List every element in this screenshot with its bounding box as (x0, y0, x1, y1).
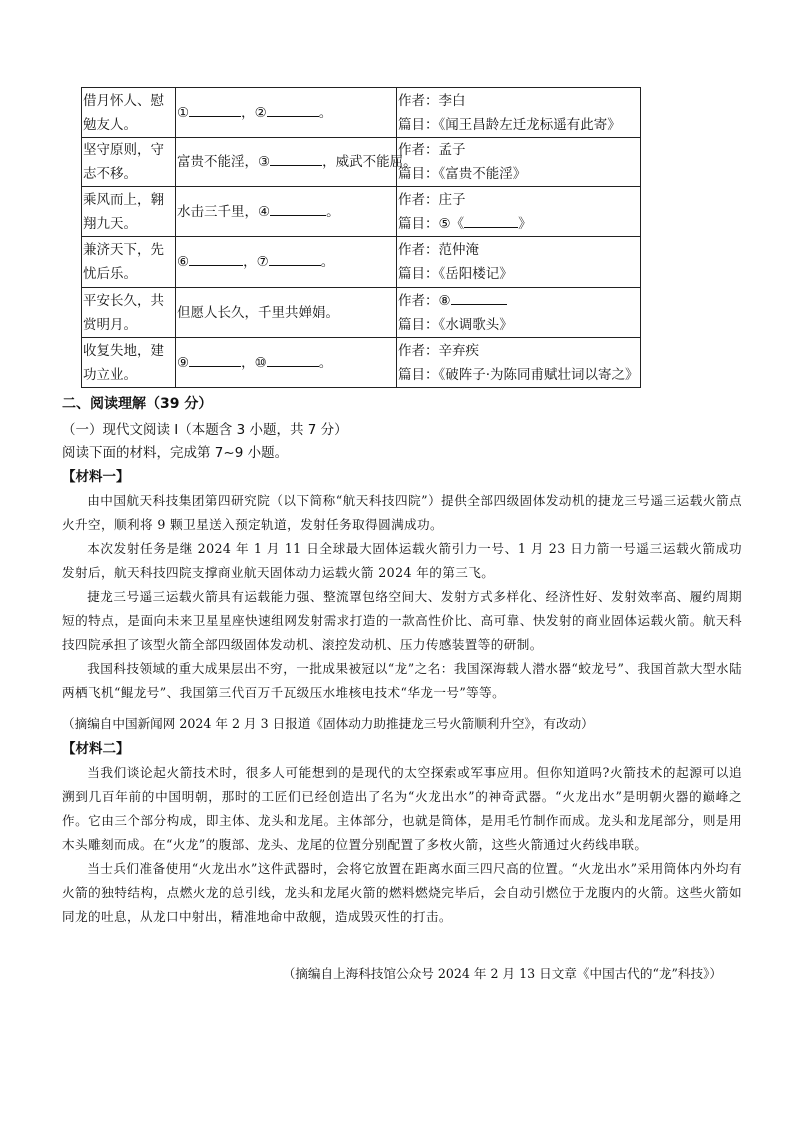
poem-table (81, 87, 641, 388)
lines-cell: 水击三千里，④ 。 (176, 187, 397, 237)
source-cell: 作者：孟子 篇目：《富贵不能淫》 (397, 138, 641, 187)
theme-cell: 收复失地，建功立业。 (82, 338, 176, 388)
theme-cell: 兼济天下，先忧后乐。 (82, 237, 176, 288)
source-cell: 作者：辛弃疾 篇目：《破阵子·为陈同甫赋壮词以寄之》 (397, 338, 641, 388)
paragraph: 本次发射任务是继 2024 年 1 月 11 日全球最大固体运载火箭引力一号、1 月 23 日力箭一号遥三运载火箭成功发射后，航天科技四院支撑商业航天固体动力运载火箭 2024 年的第三飞。 (62, 541, 742, 580)
table-row (82, 138, 641, 187)
lines-cell: 但愿人长久，千里共婵娟。 (176, 288, 397, 338)
paragraph: 捷龙三号遥三运载火箭具有运载能力强、整流罩包络空间大、发射方式多样化、经济性好、发射效率高、履约周期短的特点，是面向未来卫星星座快速组网发射需求打造的一款高性价比、高可靠、快发射的商业固体运载火箭。航天科技四院承担了该型火箭全部四级固体发动机、滚控发动机、压力传感装置等的研制。 (62, 589, 742, 652)
source-cell: 作者：范仲淹 篇目：《岳阳楼记》 (397, 237, 641, 288)
blank-10[interactable] (267, 352, 319, 367)
theme-cell: 坚守原则，守志不移。 (82, 138, 176, 187)
material-1-source: （摘编自中国新闻网 2024 年 2 月 3 日报道《固体动力助推捷龙三号火箭顺利升空》，有改动） (62, 716, 594, 731)
material-2-label: 【材料二】 (62, 741, 130, 757)
lines-cell: ① ，② 。 (176, 88, 397, 138)
paragraph: 当我们谈论起火箭技术时，很多人可能想到的是现代的太空探索或军事应用。但你知道吗?火箭技术的起源可以追溯到几百年前的中国明朝，那时的工匠们已经创造出了名为“火龙出水”的神奇武器。“火龙出水”是明朝火器的巅峰之作。它由三个部分构成，即主体、龙头和龙尾。主体部分，也就是筒体，是用毛竹制作而成。龙头和龙尾部分，则是用木头雕刻而成。在“火龙”的腹部、龙头、龙尾的位置分别配置了多枚火箭，这些火箭通过火药线串联。 (62, 765, 742, 852)
theme-cell: 借月怀人、慰勉友人。 (82, 88, 176, 138)
section-title: 二、阅读理解（39 分） (62, 396, 213, 412)
lines-cell: ⑥ ，⑦ 。 (176, 237, 397, 288)
blank-7[interactable] (269, 251, 321, 266)
blank-6[interactable] (189, 251, 243, 266)
table-row (82, 88, 641, 138)
instruction: 阅读下面的材料，完成第 7~9 小题。 (62, 445, 289, 461)
subsection-title: （一）现代文阅读 I（本题含 3 小题，共 7 分） (62, 422, 348, 438)
theme-cell: 乘风而上，翱翔九天。 (82, 187, 176, 237)
source-cell: 作者：⑧ 篇目：《水调歌头》 (397, 288, 641, 338)
lines-cell: 富贵不能淫，③ ，威武不能屈。 (176, 138, 397, 187)
source-cell: 作者：庄子 篇目：⑤《 》 (397, 187, 641, 237)
table-row (82, 288, 641, 338)
paragraph: 我国科技领域的重大成果层出不穷，一批成果被冠以“龙”之名：我国深海载人潜水器“蛟龙号”、我国首款大型水陆两栖飞机“鲲龙号”、我国第三代百万千瓦级压水堆核电技术“华龙一号”等等。 (62, 661, 742, 700)
paragraph: 当士兵们准备使用“火龙出水”这件武器时，会将它放置在距离水面三四尺高的位置。“火龙出水”采用筒体内外均有火箭的独特结构，点燃火龙的总引线，龙头和龙尾火箭的燃料燃烧完毕后，会自动引燃位于龙腹内的火箭。这些火箭如同龙的吐息，从龙口中射出，精准地命中敌舰，造成毁灭性的打击。 (62, 861, 742, 924)
material-2-source: （摘编自上海科技馆公众号 2024 年 2 月 13 日文章《中国古代的“龙”科技》） (282, 966, 722, 981)
material-2-body (62, 761, 742, 929)
source-cell: 作者：李白 篇目：《闻王昌龄左迁龙标遥有此寄》 (397, 88, 641, 138)
blank-4[interactable] (270, 201, 326, 216)
lines-cell: ⑨ ，⑩ 。 (176, 338, 397, 388)
material-1-body (62, 489, 742, 705)
blank-3[interactable] (270, 151, 322, 166)
table-row (82, 237, 641, 288)
paragraph: 由中国航天科技集团第四研究院（以下简称“航天科技四院”）提供全部四级固体发动机的捷龙三号遥三运载火箭点火升空，顺利将 9 颗卫星送入预定轨道，发射任务取得圆满成功。 (62, 493, 742, 532)
theme-cell: 平安长久，共赏明月。 (82, 288, 176, 338)
table-row (82, 338, 641, 388)
blank-5[interactable] (464, 213, 518, 228)
table-row (82, 187, 641, 237)
blank-1[interactable] (189, 102, 241, 117)
material-1-label: 【材料一】 (62, 469, 130, 485)
blank-8[interactable] (451, 290, 507, 305)
blank-2[interactable] (267, 102, 319, 117)
blank-9[interactable] (189, 352, 241, 367)
